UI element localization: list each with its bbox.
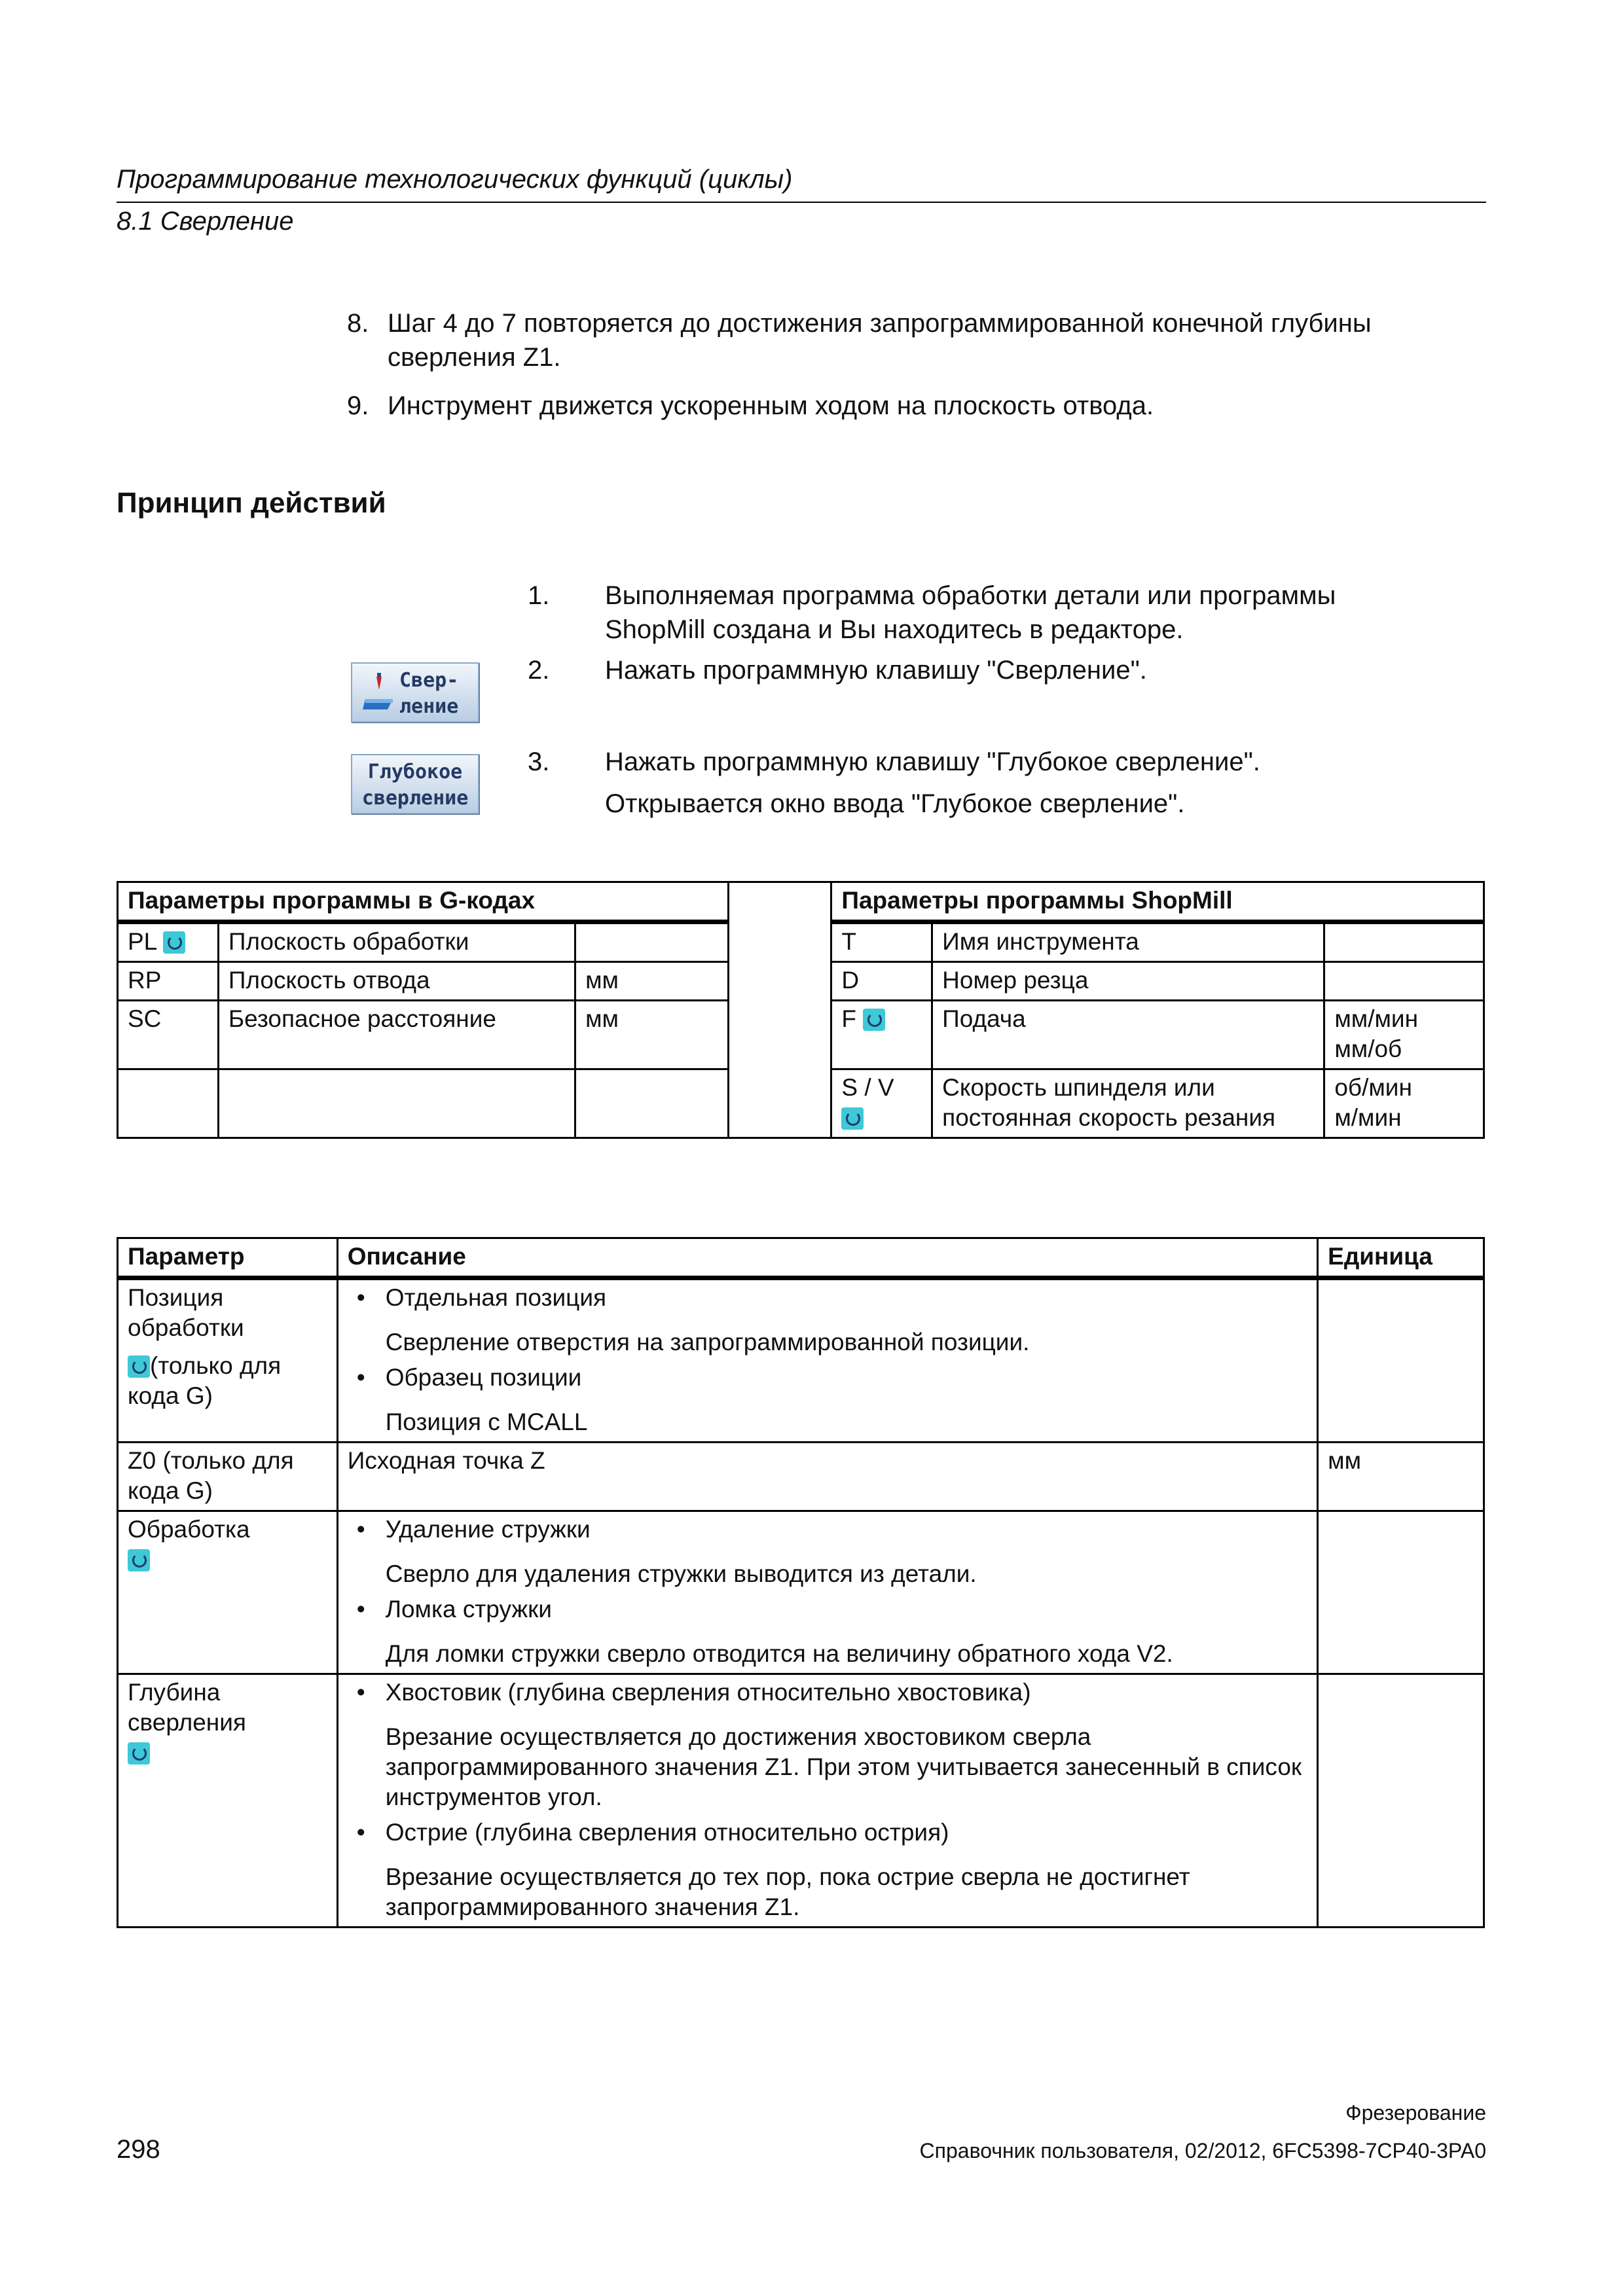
cycle-toggle-icon[interactable] bbox=[128, 1549, 150, 1571]
param-cell: Глубина сверления bbox=[118, 1674, 338, 1928]
procedure-text: Нажать программную клавишу "Глубокое сверление". bbox=[605, 747, 1260, 776]
param-cell: PL bbox=[118, 922, 219, 962]
option-list bbox=[348, 1515, 1307, 1669]
unit-cell bbox=[1324, 922, 1484, 962]
unit-cell: об/мин м/мин bbox=[1324, 1069, 1484, 1138]
chapter-title: Программирование технологических функций (циклы) bbox=[117, 165, 793, 194]
procedure-number: 3. bbox=[528, 747, 550, 776]
unit-header: Единица bbox=[1318, 1238, 1484, 1278]
table-row bbox=[118, 1278, 1484, 1443]
table-row bbox=[118, 1674, 1484, 1928]
param-cell: T bbox=[831, 922, 932, 962]
desc-cell: Исходная точка Z bbox=[337, 1443, 1317, 1511]
step-text: Шаг 4 до 7 повторяется до достижения запрограммированной конечной глубины сверления Z1. bbox=[388, 309, 1372, 372]
param-cell: SC bbox=[118, 1001, 219, 1069]
param-cell: Позиция обработки (только для кода G) bbox=[118, 1278, 338, 1443]
table-header-row bbox=[118, 882, 1484, 922]
parameters-table bbox=[117, 881, 1485, 1139]
desc-header: Описание bbox=[337, 1238, 1317, 1278]
list-item: • Удаление стружки Сверло для удаления стружки выводится из детали. bbox=[348, 1515, 1307, 1589]
param-cell: Z0 (только для кода G) bbox=[118, 1443, 338, 1511]
unit-cell: мм/мин мм/об bbox=[1324, 1001, 1484, 1069]
list-item: • Образец позиции Позиция с MCALL bbox=[348, 1363, 1307, 1437]
unit-cell bbox=[1318, 1674, 1484, 1928]
desc-cell: Номер резца bbox=[932, 962, 1324, 1001]
desc-cell bbox=[337, 1674, 1317, 1928]
table-row bbox=[118, 1511, 1484, 1674]
unit-cell: мм bbox=[1318, 1443, 1484, 1511]
procedure-result: Открывается окно ввода "Глубокое сверление". bbox=[605, 789, 1185, 818]
drill-icon bbox=[363, 670, 395, 713]
drilling-softkey-label: Свер- ление bbox=[399, 669, 459, 718]
param-cell bbox=[118, 1069, 219, 1138]
table-header-row bbox=[118, 1238, 1484, 1278]
list-item: • Острие (глубина сверления относительно острия) Врезание осуществляется до тех пор, пока острие сверла не достигнет запрограммированного значения Z1. bbox=[348, 1818, 1307, 1922]
shopmill-params-header: Параметры программы ShopMill bbox=[831, 882, 1484, 922]
cycle-toggle-icon[interactable] bbox=[863, 1009, 885, 1031]
cycle-toggle-icon[interactable] bbox=[128, 1355, 150, 1378]
desc-cell bbox=[337, 1278, 1317, 1443]
unit-cell bbox=[575, 1069, 729, 1138]
list-item: • Ломка стружки Для ломки стружки сверло отводится на величину обратного хода V2. bbox=[348, 1594, 1307, 1669]
section-heading: Принцип действий bbox=[117, 487, 386, 519]
page-number: 298 bbox=[117, 2135, 160, 2164]
procedure-number: 1. bbox=[528, 581, 550, 610]
cycle-toggle-icon[interactable] bbox=[128, 1742, 150, 1765]
deep-drilling-softkey-label: Глубокое сверление bbox=[361, 761, 469, 810]
param-header: Параметр bbox=[118, 1238, 338, 1278]
desc-cell: Подача bbox=[932, 1001, 1324, 1069]
table-row bbox=[118, 1443, 1484, 1511]
unit-cell: мм bbox=[575, 962, 729, 1001]
desc-cell bbox=[218, 1069, 575, 1138]
option-list bbox=[348, 1283, 1307, 1437]
step-text: Инструмент движется ускоренным ходом на плоскость отвода. bbox=[388, 391, 1154, 420]
unit-cell bbox=[575, 922, 729, 962]
param-cell: RP bbox=[118, 962, 219, 1001]
footer-manual: Справочник пользователя, 02/2012, 6FC5398-7CP40-3PA0 bbox=[919, 2139, 1486, 2162]
list-item: • Хвостовик (глубина сверления относительно хвостовика) Врезание осуществляется до достижения хвостовиком сверла запрограммированного значения Z1. При этом учитывается занесенный в список инструментов угол. bbox=[348, 1677, 1307, 1812]
spacer-column bbox=[728, 882, 831, 1138]
param-cell: D bbox=[831, 962, 932, 1001]
step-number: 9. bbox=[347, 391, 369, 420]
unit-cell bbox=[1318, 1511, 1484, 1674]
param-cell: Обработка bbox=[118, 1511, 338, 1674]
gcode-params-header: Параметры программы в G-кодах bbox=[118, 882, 729, 922]
deep-drilling-softkey[interactable] bbox=[351, 754, 479, 814]
unit-cell bbox=[1324, 962, 1484, 1001]
desc-cell: Плоскость обработки bbox=[218, 922, 575, 962]
header-rule bbox=[117, 202, 1486, 203]
desc-cell: Имя инструмента bbox=[932, 922, 1324, 962]
unit-cell bbox=[1318, 1278, 1484, 1443]
param-cell: S / V bbox=[831, 1069, 932, 1138]
description-table bbox=[117, 1237, 1485, 1928]
desc-cell bbox=[337, 1511, 1317, 1674]
desc-cell: Плоскость отвода bbox=[218, 962, 575, 1001]
desc-cell: Безопасное расстояние bbox=[218, 1001, 575, 1069]
section-title: 8.1 Сверление bbox=[117, 207, 294, 236]
step-number: 8. bbox=[347, 309, 369, 338]
option-list bbox=[348, 1677, 1307, 1922]
cycle-toggle-icon[interactable] bbox=[841, 1107, 864, 1130]
procedure-number: 2. bbox=[528, 656, 550, 685]
cycle-toggle-icon[interactable] bbox=[163, 931, 185, 954]
procedure-text: Выполняемая программа обработки детали или программы ShopMill создана и Вы находитесь в редакторе. bbox=[605, 581, 1336, 644]
list-item: • Отдельная позиция Сверление отверстия на запрограммированной позиции. bbox=[348, 1283, 1307, 1357]
param-cell: F bbox=[831, 1001, 932, 1069]
drilling-softkey[interactable] bbox=[351, 662, 479, 723]
desc-cell: Скорость шпинделя или постоянная скорость резания bbox=[932, 1069, 1324, 1138]
unit-cell: мм bbox=[575, 1001, 729, 1069]
procedure-text: Нажать программную клавишу "Сверление". bbox=[605, 656, 1147, 685]
footer-product: Фрезерование bbox=[1345, 2101, 1486, 2125]
